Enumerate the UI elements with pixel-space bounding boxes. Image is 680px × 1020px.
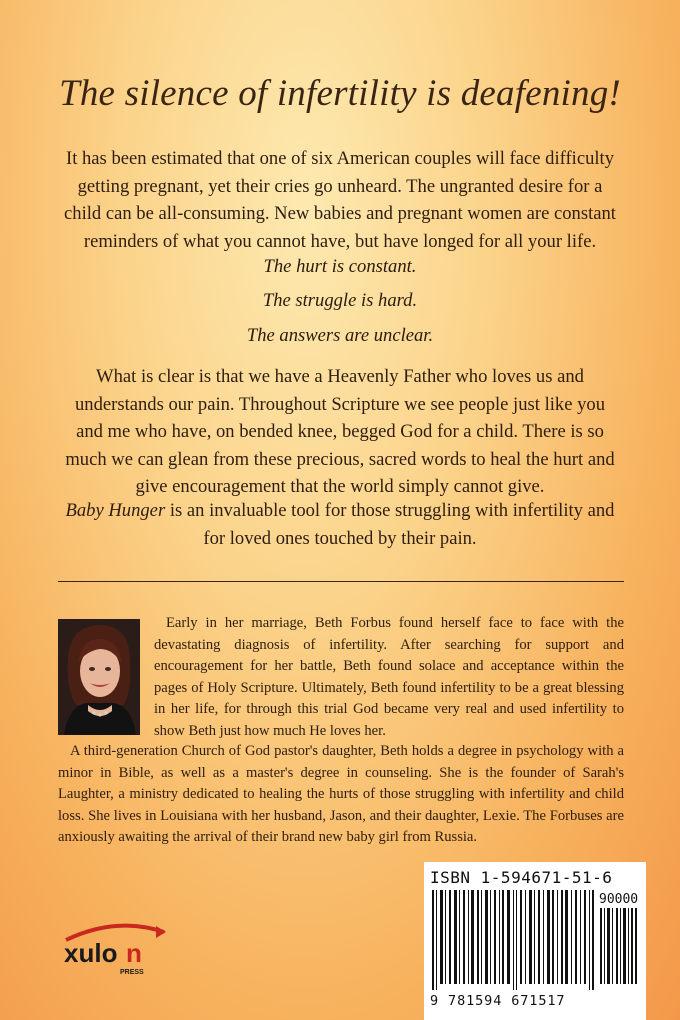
book-summary-paragraph	[60, 497, 620, 552]
book-title: Baby Hunger	[65, 500, 166, 521]
headline: The silence of infertility is deafening!	[59, 73, 621, 114]
section-divider	[58, 581, 624, 582]
svg-text:n: n	[126, 938, 142, 968]
intro-paragraph: It has been estimated that one of six American couples will face difficulty getting pregnant, yet their cries go unheard. The ungranted desire for a child can be all-consuming. New babies and pregnant women are constant reminders of what you cannot have, but have longed for all your life.	[64, 148, 616, 252]
xulon-press-logo	[60, 918, 170, 982]
tagline-answers: The answers are unclear.	[246, 325, 434, 346]
ean-number: 9 781594 671517	[430, 993, 566, 1009]
author-bio-paragraph-1: Early in her marriage, Beth Forbus found herself face to face with the devastating diagnosis of infertility. After searching for support and encouragement for her battle, Beth found solace and acceptance within the pages of Holy Scripture. Ultimately, Beth found infertility to be a great blessing in her life, for through this trial God became very real and used infertility to show Beth just how much He loves her.	[154, 615, 624, 739]
svg-text:xulo: xulo	[64, 938, 118, 968]
price-code: 90000	[599, 892, 639, 907]
author-photo	[58, 619, 140, 735]
isbn-label: ISBN 1-594671-51-6	[430, 868, 613, 887]
book-summary-text: is an invaluable tool for those struggling with infertility and for loved ones touched by their pain.	[165, 500, 615, 549]
author-bio-paragraph-2: A third-generation Church of God pastor's daughter, Beth holds a degree in psychology with a minor in Bible, as well as a master's degree in counseling. She is the founder of Sarah's Laughter, a ministry dedicated to healing the hurts of those struggling with infertility and child loss. She lives in Louisiana with her husband, Jason, and their daughter, Lexie. The Forbuses are anxiously awaiting the arrival of their brand new baby girl from Russia.	[58, 743, 624, 846]
heavenly-father-paragraph: What is clear is that we have a Heavenly Father who loves us and understands our pain. Throughout Scripture we see people just like you and me who have, on bended knee, begged God for a child. There is so much we can glean from these precious, sacred words to heal the hurt and give encouragement that the world simply cannot give.	[65, 366, 615, 497]
tagline-hurt: The hurt is constant.	[263, 256, 417, 277]
svg-text:PRESS: PRESS	[120, 969, 144, 976]
tagline-struggle: The struggle is hard.	[262, 290, 418, 311]
